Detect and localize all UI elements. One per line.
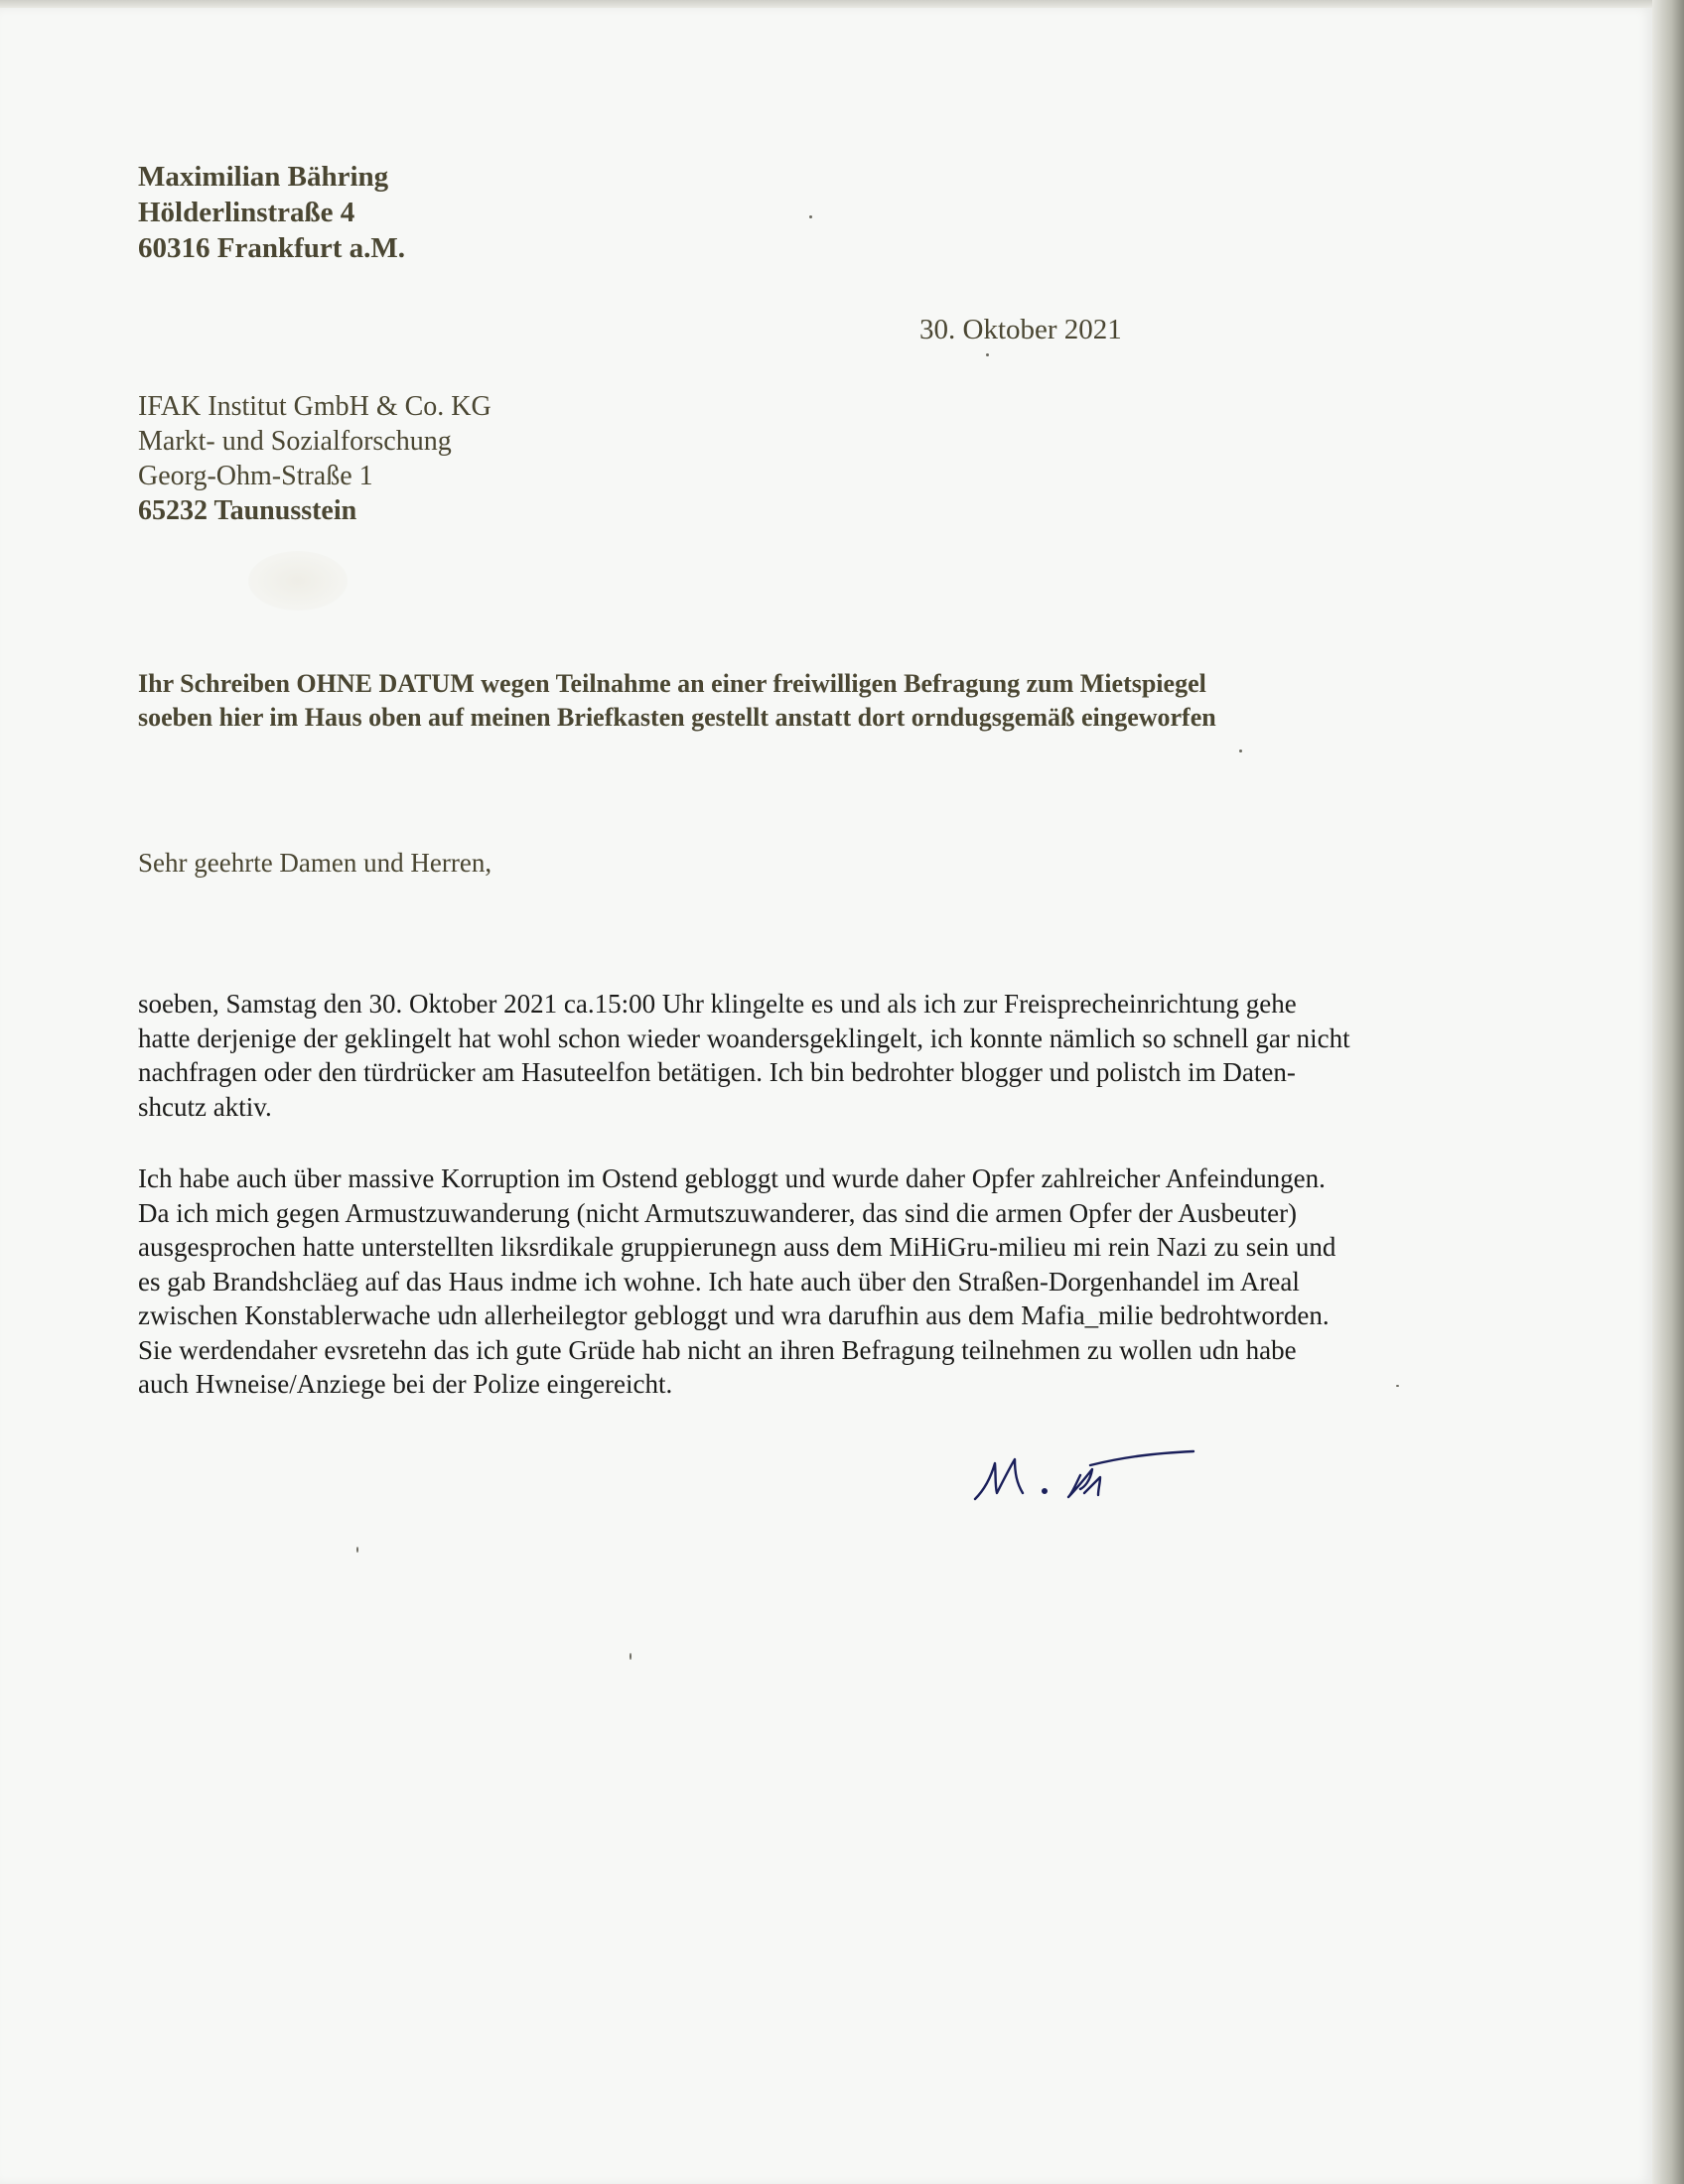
- paragraph-line: Ich habe auch über massive Korruption im Ostend gebloggt und wurde daher Opfer zahlreicher Anfeindungen.: [138, 1163, 1326, 1193]
- sender-city: 60316 Frankfurt a.M.: [138, 232, 406, 264]
- dust-speck: [1396, 1385, 1399, 1387]
- paragraph-line: nachfragen oder den türdrücker am Hasuteelfon betätigen. Ich bin bedrohter blogger und polistch im Daten-: [138, 1057, 1296, 1087]
- salutation: Sehr geehrte Damen und Herren,: [138, 848, 492, 878]
- recipient-department: Markt- und Sozialforschung: [138, 426, 452, 457]
- body-paragraph-1: [138, 987, 1548, 1124]
- paragraph-line: soeben, Samstag den 30. Oktober 2021 ca.15:00 Uhr klingelte es und als ich zur Freisprecheinrichtung gehe: [138, 989, 1297, 1019]
- paper-smudge: [248, 551, 348, 611]
- body-paragraph-2: [138, 1161, 1548, 1402]
- paragraph-line: Da ich mich gegen Armustzuwanderung (nicht Armutszuwanderer, das sind die armen Opfer der Ausbeuter): [138, 1197, 1298, 1228]
- paragraph-line: Sie werdendaher evsretehn das ich gute Grüde hab nicht an ihren Befragung teilnehmen zu wollen udn habe: [138, 1334, 1297, 1365]
- paragraph-line: shcutz aktiv.: [138, 1091, 272, 1122]
- letter-date: 30. Oktober 2021: [919, 314, 1122, 345]
- dust-speck: [986, 353, 989, 356]
- paragraph-line: ausgesprochen hatte unterstellten liksrdikale gruppierunegn auss dem MiHiGru-milieu mi rein Nazi zu sein und: [138, 1232, 1336, 1262]
- subject-line-1: Ihr Schreiben OHNE DATUM wegen Teilnahme an einer freiwilligen Befragung zum Mietspiegel: [138, 669, 1206, 698]
- subject-line-2: soeben hier im Haus oben auf meinen Briefkasten gestellt anstatt dort orndugsgemäß eingeworfen: [138, 703, 1216, 732]
- dust-speck: [809, 215, 812, 218]
- paragraph-line: es gab Brandshcläeg auf das Haus indme ich wohne. Ich hate auch über den Straßen-Dorgenhandel im Areal: [138, 1266, 1300, 1297]
- letter-subject: [138, 667, 1528, 735]
- scan-edge-right: [1652, 0, 1684, 2184]
- handwritten-signature: [973, 1437, 1211, 1507]
- sender-name: Maximilian Bähring: [138, 161, 389, 193]
- dust-speck: [356, 1547, 358, 1553]
- dust-speck: [1239, 750, 1242, 752]
- dust-speck: [630, 1653, 632, 1660]
- sender-address: [138, 159, 405, 266]
- paragraph-line: zwischen Konstablerwache udn allerheilegtor gebloggt und wra darufhin aus dem Mafia_milie bedrohtworden.: [138, 1300, 1330, 1330]
- recipient-address: [138, 389, 491, 528]
- sender-street: Hölderlinstraße 4: [138, 197, 355, 228]
- recipient-city: 65232 Taunusstein: [138, 495, 357, 526]
- recipient-street: Georg-Ohm-Straße 1: [138, 461, 373, 491]
- recipient-company: IFAK Institut GmbH & Co. KG: [138, 391, 491, 422]
- paragraph-line: hatte derjenige der geklingelt hat wohl schon wieder woandersgeklingelt, ich konnte nämlich so schnell gar nicht: [138, 1023, 1350, 1053]
- paragraph-line: auch Hwneise/Anziege bei der Polize eingereicht.: [138, 1369, 673, 1399]
